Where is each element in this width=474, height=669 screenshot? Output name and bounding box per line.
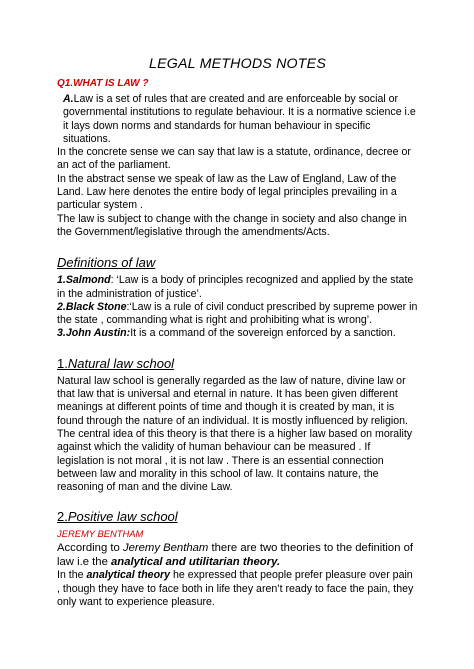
law-change-paragraph: The law is subject to change with the change in society and also change in the Government/legislative through the amendments/Acts. xyxy=(57,212,407,238)
definition-text: It is a command of the sovereign enforced by a sanction. xyxy=(130,327,396,340)
bentham-theories-paragraph xyxy=(57,541,418,569)
question-heading: Q1.WHAT IS LAW ? xyxy=(57,78,149,89)
abstract-sense-paragraph: In the abstract sense we speak of law as the Law of England, Law of the Land. Law here denotes the entire body of legal principles prevailing in a particular system . xyxy=(57,172,397,212)
analytical-theory-paragraph xyxy=(57,569,418,609)
definition-text: : ‘Law is a body of principles recognized and applied by the state in the administration of justice’. xyxy=(57,274,414,300)
section-title: Positive law school xyxy=(67,509,178,525)
theory-names: analytical and utilitarian theory. xyxy=(111,556,281,569)
answer-marker: A. xyxy=(63,93,74,105)
theory-name: analytical theory xyxy=(86,569,171,582)
definition-salmond xyxy=(57,274,418,301)
intro-paragraph xyxy=(57,93,418,146)
section-title: Natural law school xyxy=(67,355,175,371)
author-reference: Jeremy Bentham xyxy=(122,542,209,555)
section-number: 2. xyxy=(57,509,68,525)
text-span: In the xyxy=(57,569,87,582)
definition-label: 2.Black Stone xyxy=(57,300,127,313)
intro-text: Law is a set of rules that are created and are enforceable by social or governmental institutions to regulate behaviour. It is a normative science i.e it lays down norms and standards for human behaviour in specific situations. xyxy=(63,93,416,145)
definition-austin xyxy=(57,327,418,340)
definitions-heading: Definitions of law xyxy=(57,255,156,271)
text-span: there are two theories to the definition of law i.e the xyxy=(57,542,414,569)
definition-text: :‘Law is a rule of civil conduct prescribed by supreme power in the state , commanding what is right and prohibiting what is wrong’. xyxy=(57,300,418,327)
concrete-sense-paragraph: In the concrete sense we can say that law is a statute, ordinance, decree or an act of the parliament. xyxy=(57,146,411,172)
natural-law-heading xyxy=(57,356,418,372)
author-name: JEREMY BENTHAM xyxy=(57,528,144,540)
definition-blackstone xyxy=(57,301,418,328)
section-number: 1. xyxy=(57,355,68,371)
positive-law-heading xyxy=(57,509,418,525)
natural-law-paragraph: Natural law school is generally regarded as the law of nature, divine law or that law that is universal and eternal in nature. It has been given different meanings at different points of time and though it is created by man, it is found through the nature of an individual. It is mostly influenced by religion. The central idea of this theory is that there is a higher law based on morality against which the validity of human behaviour can be measured . If legislation is not moral , it is not law . There is an essential connection between law and morality in this school of law. It contains nature, the reasoning of man and the divine Law. xyxy=(57,374,413,494)
text-span: According to xyxy=(57,542,123,555)
text-span: he expressed that people prefer pleasure over pain , though they have to face both in life they aren’t ready to face the pain, they only want to experience pleasure. xyxy=(57,569,414,609)
page-title: LEGAL METHODS NOTES xyxy=(149,56,326,72)
definition-label: 3.John Austin: xyxy=(57,327,131,340)
definition-label: 1.Salmond xyxy=(57,274,111,287)
